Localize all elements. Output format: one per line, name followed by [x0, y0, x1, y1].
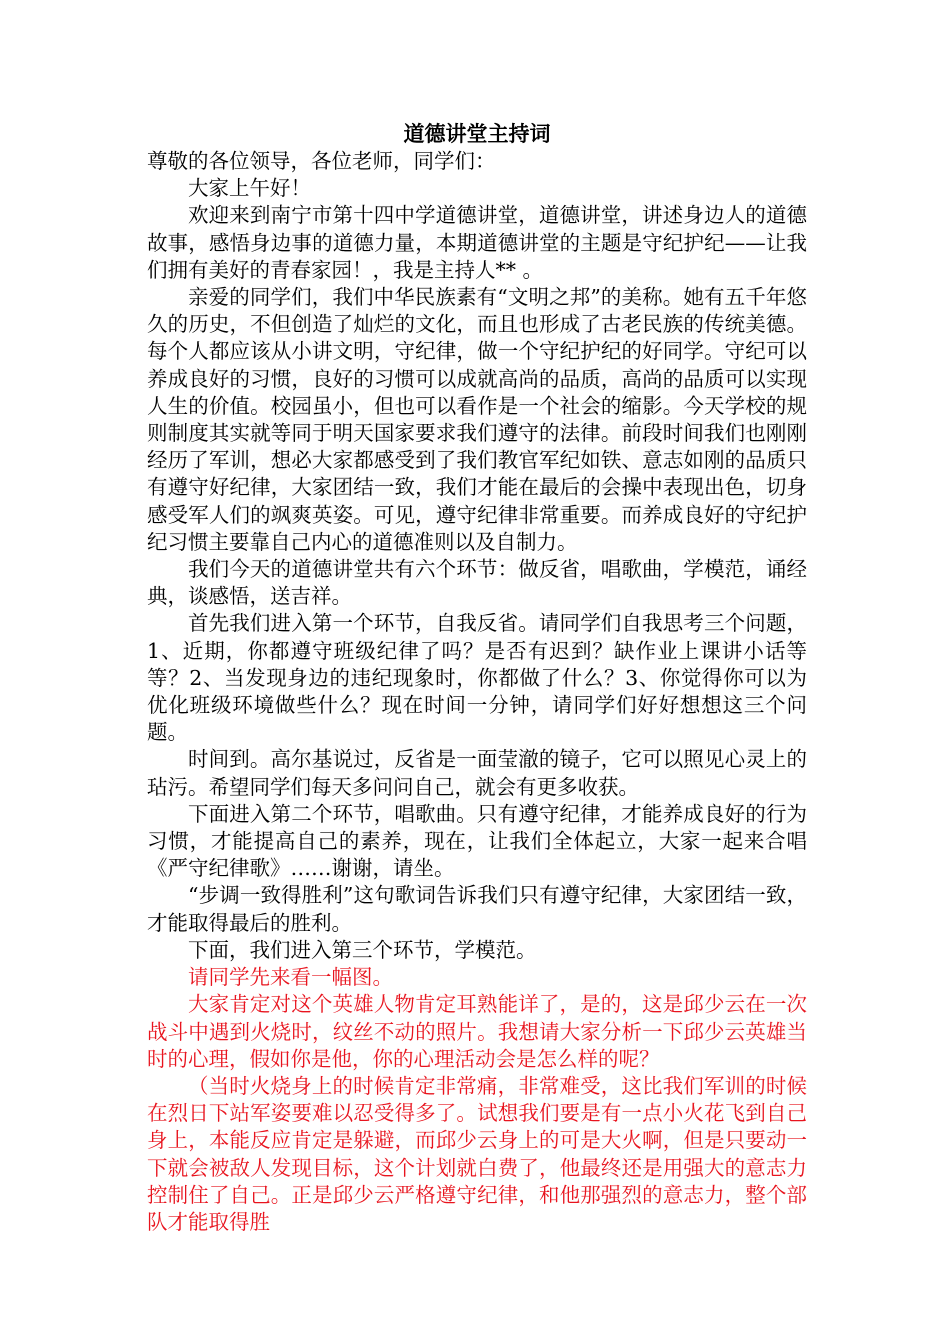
paragraph-section-three: 下面，我们进入第三个环节，学模范。: [188, 937, 537, 962]
paragraph-hero-answer: （当时火烧身上的时候肯定非常痛，非常难受，这比我们军训的时候在烈日下站军姿要难以忍受得多了。试想我们要是有一点小火花飞到自己身上，本能反应肯定是躲避，而邱少云身上的可是大火啊，但是只要动一下就会被敌人发现目标，这个计划就白费了，他最终还是用强大的意志力控制住了自己。正是邱少云严格遵守纪律，和他那强烈的意志力，整个部队才能取得胜: [147, 1073, 807, 1234]
paragraph-section-two: 下面进入第二个环节，唱歌曲。只有遵守纪律，才能养成良好的行为习惯，才能提高自己的素养，现在，让我们全体起立，大家一起来合唱《严守纪律歌》……谢谢，请坐。: [147, 801, 807, 881]
paragraph-hero-question: 大家肯定对这个英雄人物肯定耳熟能详了，是的，这是邱少云在一次战斗中遇到火烧时，纹丝不动的照片。我想请大家分析一下邱少云英雄当时的心理，假如你是他，你的心理活动会是怎么样的呢？: [147, 992, 807, 1071]
paragraph-introduction: 亲爱的同学们，我们中华民族素有“文明之邦”的美称。她有五千年悠久的历史，不但创造了灿烂的文化，而且也形成了古老民族的传统美德。每个人都应该从小讲文明，守纪律，做一个守纪护纪的好同学。守纪可以养成良好的习惯，良好的习惯可以成就高尚的品质，高尚的品质可以实现人生的价值。校园虽小，但也可以看作是一个社会的缩影。今天学校的规则制度其实就等同于明天国家要求我们遵守的法律。前段时间我们也刚刚经历了军训，想必大家都感受到了我们教官军纪如铁、意志如刚的品质只有遵守好纪律，大家团结一致，我们才能在最后的会操中表现出色，切身感受军人们的飒爽英姿。可见，遵守纪律非常重要。而养成良好的守纪护纪习惯主要靠自己内心的道德准则以及自制力。: [147, 285, 807, 554]
paragraph-song-lyric: “步调一致得胜利”这句歌词告诉我们只有遵守纪律，大家团结一致，才能取得最后的胜利。: [147, 883, 807, 935]
document-title: 道德讲堂主持词: [403, 121, 551, 146]
greeting: 大家上午好！: [188, 176, 311, 201]
paragraph-welcome: 欢迎来到南宁市第十四中学道德讲堂，道德讲堂，讲述身边人的道德故事，感悟身边事的道德力量，本期道德讲堂的主题是守纪护纪——让我们拥有美好的青春家园！，我是主持人** 。: [147, 203, 807, 282]
document-body: [147, 148, 807, 1236]
paragraph-section-one: 首先我们进入第一个环节，自我反省。请同学们自我思考三个问题，1、近期，你都遵守班级纪律了吗？是否有迟到？缺作业上课讲小话等等？2、当发现身边的违纪现象时，你都做了什么？3、你觉得你可以为优化班级环境做些什么？现在时间一分钟，请同学们好好想想这三个问题。: [147, 611, 807, 745]
paragraph-agenda: 我们今天的道德讲堂共有六个环节：做反省，唱歌曲，学模范，诵经典，谈感悟，送吉祥。: [147, 557, 807, 609]
salutation: 尊敬的各位领导，各位老师，同学们：: [147, 149, 496, 173]
paragraph-reflection: 时间到。高尔基说过，反省是一面莹澈的镜子，它可以照见心灵上的玷污。希望同学们每天多问问自己，就会有更多收获。: [147, 747, 807, 799]
paragraph-picture-prompt: 请同学先来看一幅图。: [188, 965, 393, 990]
